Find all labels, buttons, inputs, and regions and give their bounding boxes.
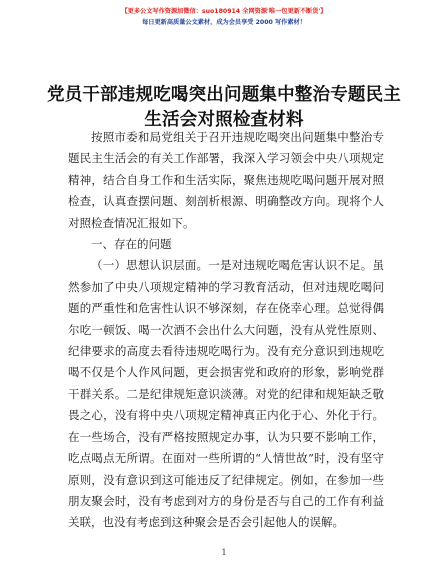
- title-line-2: 生活会对照检查材料: [144, 110, 304, 130]
- title-line-1: 党员干部违规吃喝突出问题集中整治专题民主: [47, 85, 401, 105]
- promo-banner: [0, 6, 448, 28]
- intro-paragraph: 按照市委和局党组关于召开违规吃喝突出问题集中整治专题民主生活会的有关工作部署，我深入学习领会中央八项规定精神，结合自身工作和生活实际，聚焦违规吃喝问题开展对照检查，认真查摆问题、刻剖析根源、明确整改方向。现将个人对照检查情况汇报如下。: [68, 130, 384, 230]
- section-heading: 一、存在的问题: [91, 237, 172, 252]
- document-body: [68, 127, 384, 534]
- document-title: [40, 83, 408, 133]
- body-paragraph: （一）思想认识层面。一是对违规吃喝危害认识不足。虽然参加了中央八项规定精神的学习教育活动，但对违规吃喝问题的严重性和危害性认识不够深刻，存在侥幸心理。总觉得偶尔吃一顿饭、喝一次酒不会出什么大问题，没有从党性原则、纪律要求的高度去看待违规吃喝行为。没有充分意识到违规吃喝不仅是个人作风问题，更会损害党和政府的形象，影响党群干群关系。二是纪律规矩意识淡薄。对党的纪律和规矩缺乏敬畏之心，没有将中央八项规定精神真正内化于心、外化于行。在一些场合，没有严格按照规定办事，认为只要不影响工作，吃点喝点无所谓。在面对一些所谓的“人情世故”时，没有坚守原则，没有意识到这可能违反了纪律规定。例如，在参加一些朋友聚会时，没有考虑到对方的身份是否与自己的工作有利益关联，也没有考虑到这种聚会是否会引起他人的误解。: [68, 258, 384, 530]
- promo-line-2: 每日更新高质量公文素材，成为会员享受 2000 写作素材！: [142, 19, 306, 26]
- page-number: 1: [221, 548, 227, 557]
- promo-line-1: 【更多公文写作资源加微信：suo180914 全网资源'唯一包更新不断货'】: [121, 8, 327, 15]
